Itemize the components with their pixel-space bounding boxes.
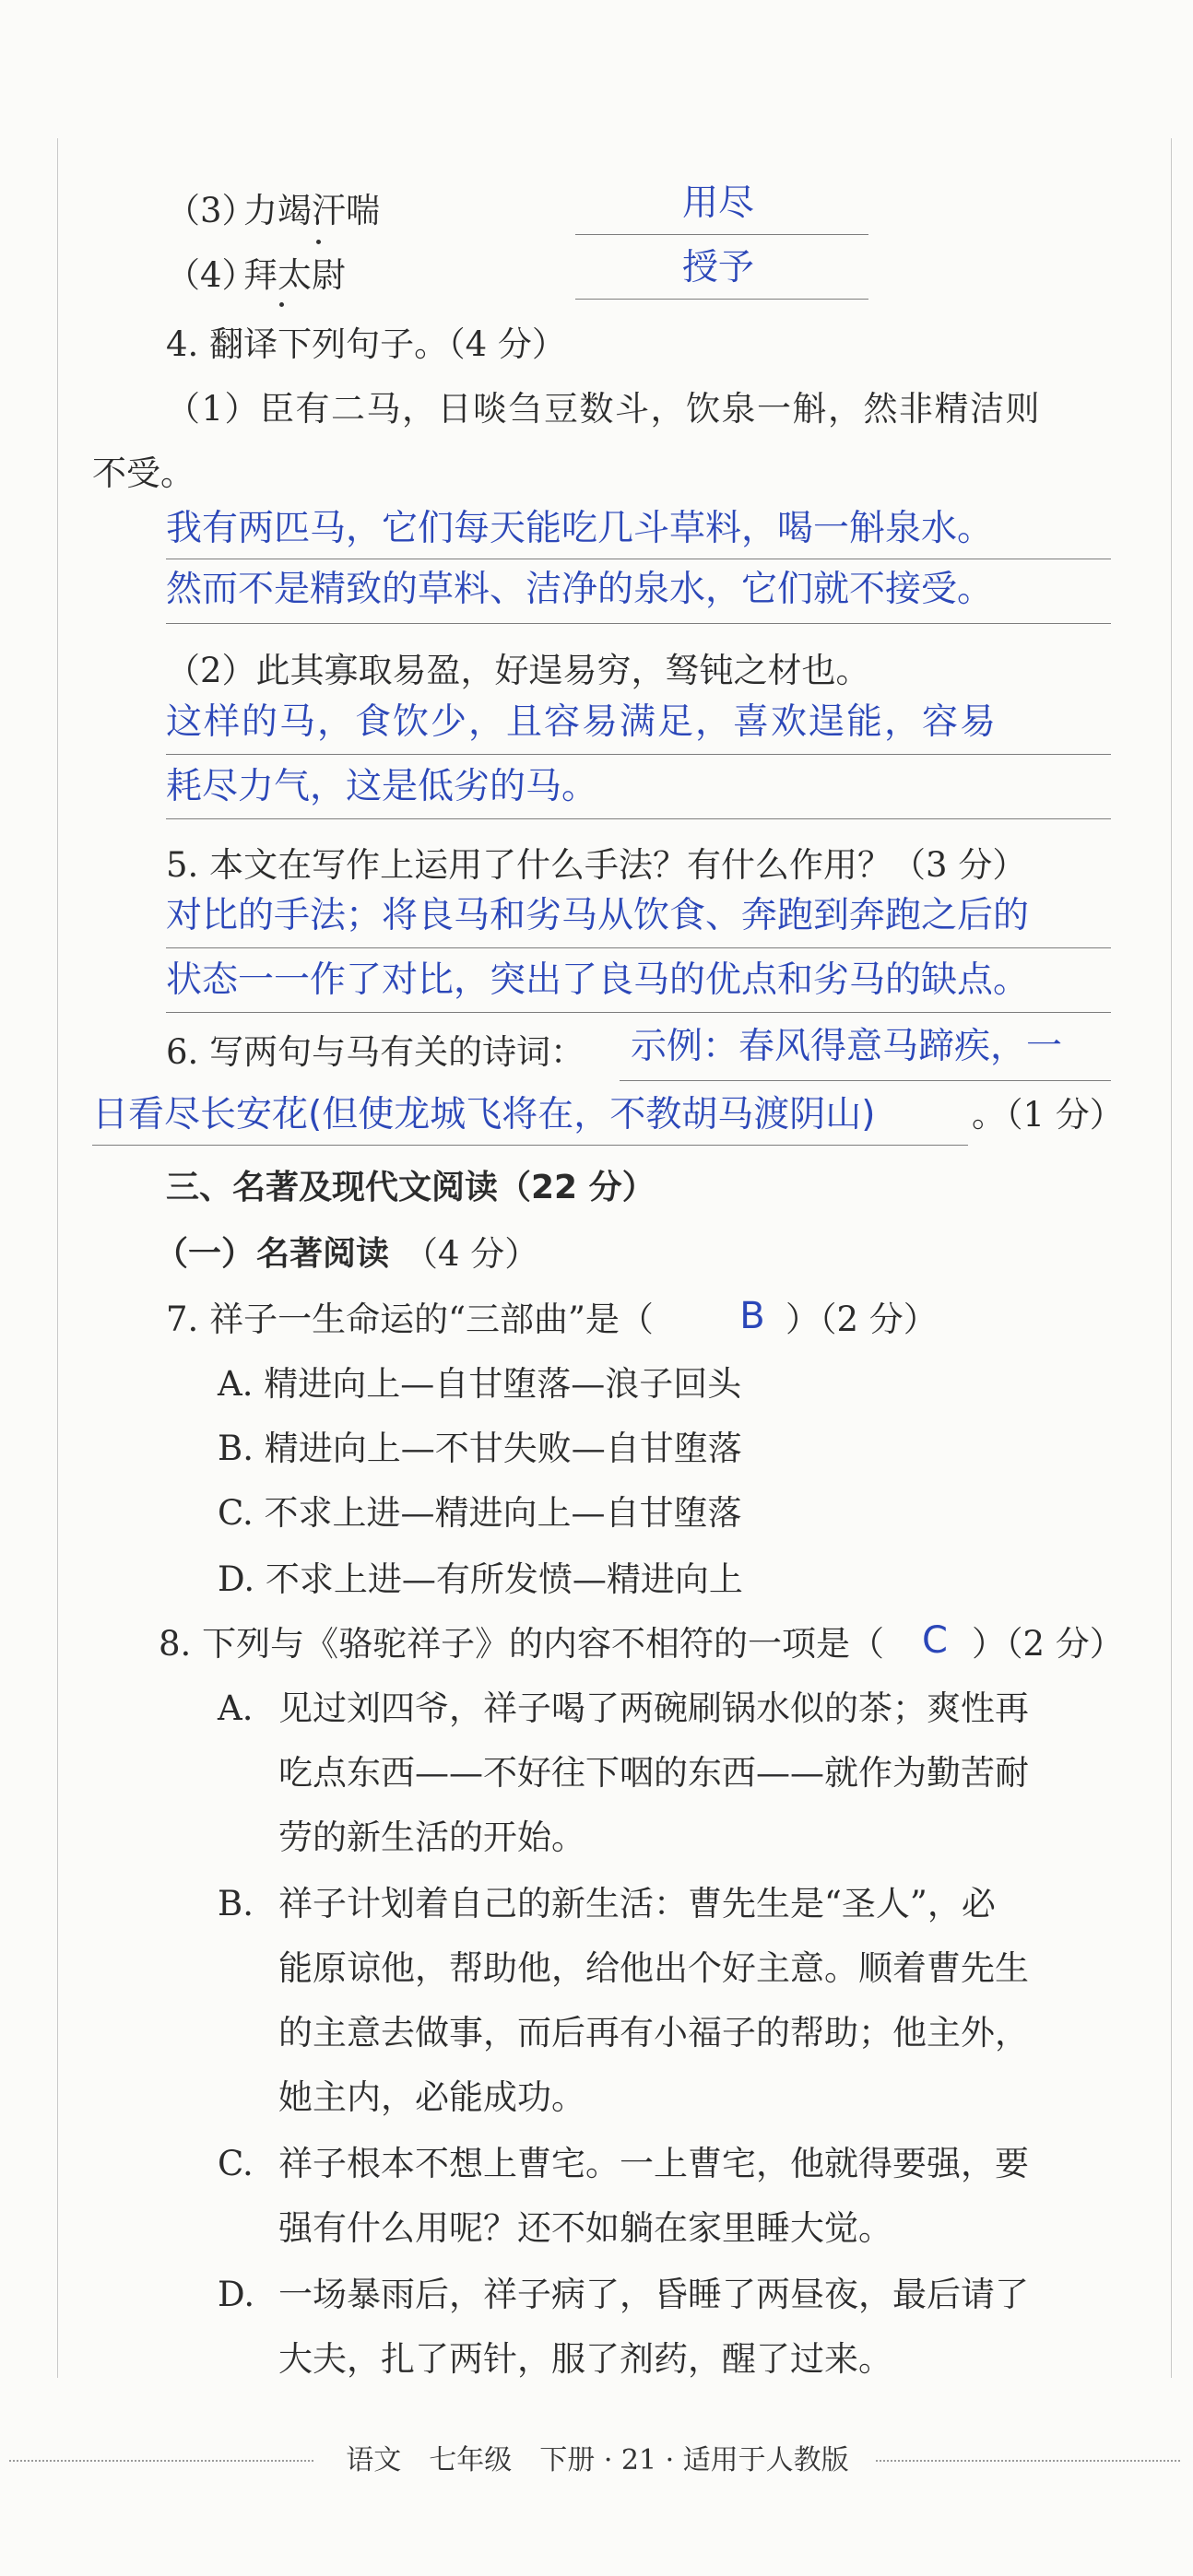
vocab-prefix: （4）: [166, 255, 256, 295]
q7-answer: B: [739, 1295, 765, 1337]
emphasis-dot: [316, 240, 321, 244]
q6-suffix: 。（1 分）: [972, 1095, 1124, 1135]
footer-divider: [876, 2460, 1180, 2462]
answer-line: [166, 754, 1111, 755]
vocab-prefix: （3）: [166, 191, 256, 230]
footer-text: 语文 七年级 下册 · 21 · 适用于人教版: [346, 2444, 849, 2476]
vocab-answer: 用尽: [682, 182, 755, 224]
vocab-term: 拜太尉: [243, 255, 346, 295]
answer-line: [166, 623, 1111, 624]
page-footer: [0, 2438, 1193, 2484]
answer-line: [575, 234, 868, 235]
q8-answer: C: [922, 1619, 948, 1662]
answer-line: [166, 1012, 1111, 1013]
page-edge-right: [1171, 138, 1172, 2378]
answer-line: [166, 818, 1111, 819]
emphasis-dot: [279, 302, 284, 307]
answer-line: [166, 947, 1111, 948]
footer-divider: [9, 2460, 313, 2462]
answer-line: [92, 1145, 968, 1146]
q6-answer: 示例：春风得意马蹄疾，一: [631, 1026, 1063, 1067]
vocab-term: 力竭汗喘: [243, 191, 380, 230]
page-edge-left: [57, 138, 58, 2378]
workbook-page: （3） 力竭汗喘 用尽 （4） 拜太尉 授予 4. 翻译下列句子。（4 分） （1）臣有二马，日啖刍豆数斗，饮泉一斛，然非精洁则 不受。 我有两匹马，它们每天能吃几斗草料，喝一斛泉水。 然而不是精致的草料、洁净的泉水，它们就不接受。 （2）此其寡取易盈，好逞易穷，驽钝之材也。 这样的马，食饮少，且容易满足，喜欢逞能，容易 耗尽力气，这是低劣的马。 5. 本文在写作上运用了什么手法？有什么作用？（3 分） 对比的手法；将良马和劣马从饮食、奔跑到奔跑之后的 状态一一作了对比，突出了良马的优点和劣马的缺点。 6. 写两句与马有关的诗词： 示例：春风得意马蹄疾，一 日看尽长安花(但使龙城飞将在，不教胡马渡阴山) 。（1 分） 三、名著及现代文阅读（22 分） （一） 名著阅读 （4 分） 7. 祥子一生命运的“三部曲”是（ B ）（2 分） A. 精进向上—自甘堕落—浪子回头 B. 精进向上—不甘失败—自甘堕落 C. 不求上进—精进向上—自甘堕落 D. 不求上进—有所发愤—精进向上 8. 下列与《骆驼祥子》的内容不相符的一项是（ C ）（2 分） A. 见过刘四爷，祥子喝了两碗刷锅水似的茶；爽性再 吃点东西——不好往下咽的东西——就作为勤苦耐 劳的新生活的开始。 B. 祥子计划着自己的新生活：曹先生是“圣人”，必 能原谅他，帮助他，给他出个好主意。顺着曹先生 的主意去做事，而后再有小福子的帮助；他主外， 她主内，必能成功。 C. 祥子根本不想上曹宅。一上曹宅，他就得要强，要 强有什么用呢？还不如躺在家里睡大觉。 D. 一场暴雨后，祥子病了，昏睡了两昼夜，最后请了 大夫，扎了两针，服了剂药，醒了过来。 语文 七年级 下册 · 21 · 适用于人教版: [0, 0, 1193, 2576]
answer-line: [620, 1080, 1111, 1081]
vocab-answer: 授予: [682, 247, 755, 288]
answer-line: [575, 299, 868, 300]
